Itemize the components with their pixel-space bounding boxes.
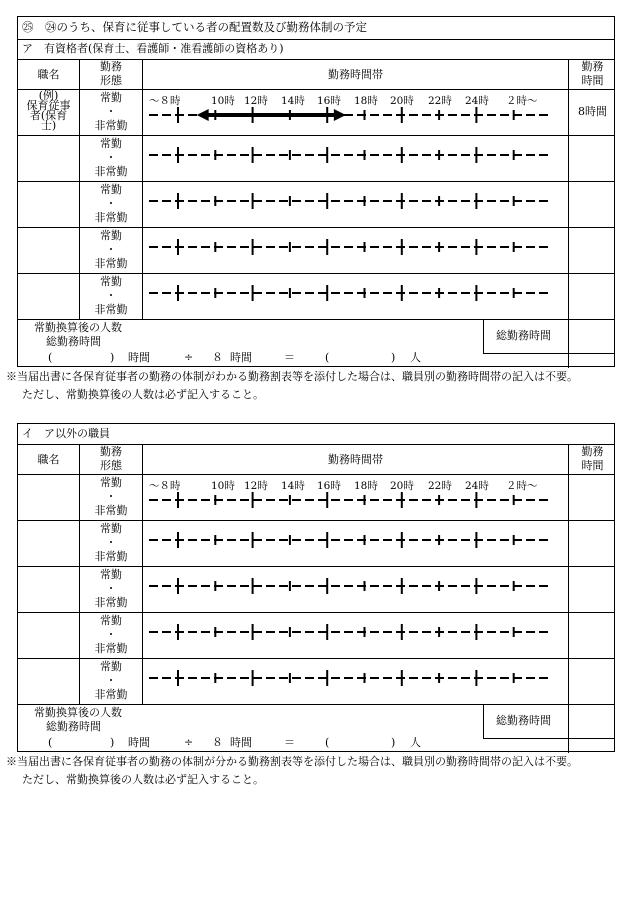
time-tick-label: 24時 bbox=[465, 95, 489, 107]
table-row bbox=[18, 273, 614, 319]
work-hours-cell[interactable] bbox=[569, 566, 616, 612]
paren-open: ( bbox=[48, 351, 53, 364]
table-row bbox=[18, 227, 614, 273]
paren-close: ) bbox=[110, 351, 115, 364]
section-a-title: ア 有資格者(保育士、看護師・准看護師の資格あり) bbox=[22, 42, 284, 55]
timeline[interactable] bbox=[143, 488, 563, 508]
staff-name-cell[interactable] bbox=[18, 181, 79, 227]
time-tick-label: 14時 bbox=[281, 95, 305, 107]
time-tick-label: 22時 bbox=[428, 480, 452, 492]
summary-label-2: 総勤務時間 bbox=[46, 720, 101, 733]
employment-part: 非常勤 bbox=[94, 642, 128, 655]
time-tick-label: 22時 bbox=[428, 95, 452, 107]
section-heading: ㉕ ㉔のうち、保育に従事している者の配置数及び勤務体制の予定 bbox=[22, 20, 367, 34]
employment-full: 常勤 bbox=[100, 614, 122, 627]
example-hours: 8時間 bbox=[578, 105, 607, 118]
employment-dot: ・ bbox=[105, 105, 117, 118]
arrow-head-left bbox=[197, 109, 209, 121]
employment-dot: ・ bbox=[105, 151, 117, 164]
time-tick-label: 18時 bbox=[354, 95, 378, 107]
paren-close: ) bbox=[110, 736, 115, 749]
note-b-1: ※当届出書に各保育従事者の勤務の体制が分かる勤務割表等を添付した場合は、職員別の勤務時間帯の記入は不要。 bbox=[6, 755, 578, 768]
time-tick-label: 14時 bbox=[281, 480, 305, 492]
col-name: 職名 bbox=[37, 453, 60, 466]
summary-label-2: 総勤務時間 bbox=[46, 335, 101, 348]
paren-open-2: ( bbox=[325, 736, 330, 749]
staff-name-cell[interactable] bbox=[18, 474, 79, 520]
work-hours-cell[interactable] bbox=[569, 273, 616, 319]
work-hours-cell[interactable] bbox=[569, 181, 616, 227]
col-type-2: 形態 bbox=[100, 74, 122, 87]
staff-name-cell[interactable] bbox=[18, 658, 79, 704]
timeline[interactable] bbox=[143, 528, 563, 548]
table-row bbox=[18, 474, 614, 520]
paren-close-2: ) bbox=[391, 736, 396, 749]
paren-open-2: ( bbox=[325, 351, 330, 364]
hours-word-2: 時間 bbox=[230, 736, 252, 749]
time-tick-label: 20時 bbox=[390, 95, 414, 107]
employment-dot: ・ bbox=[105, 536, 117, 549]
employment-full: 常勤 bbox=[100, 91, 122, 104]
hours-word: 時間 bbox=[128, 736, 150, 749]
divide-sign: ÷ bbox=[184, 736, 194, 749]
work-hours-cell[interactable] bbox=[569, 227, 616, 273]
equals-sign: ＝ bbox=[284, 351, 295, 364]
hours-word-2: 時間 bbox=[230, 351, 252, 364]
employment-dot: ・ bbox=[105, 289, 117, 302]
work-hours-cell[interactable] bbox=[569, 520, 616, 566]
employment-dot: ・ bbox=[105, 243, 117, 256]
timeline[interactable] bbox=[143, 281, 563, 301]
time-tick-label: ～８時 bbox=[149, 480, 181, 492]
arrow-head-right bbox=[334, 109, 346, 121]
employment-part: 非常勤 bbox=[94, 165, 128, 178]
employment-full: 常勤 bbox=[100, 275, 122, 288]
equals-sign: ＝ bbox=[284, 736, 295, 749]
timeline[interactable] bbox=[143, 574, 563, 594]
work-hours-cell[interactable] bbox=[569, 474, 616, 520]
employment-dot: ・ bbox=[105, 628, 117, 641]
table-row bbox=[18, 181, 614, 227]
note-a-2: ただし、常勤換算後の人数は必ず記入すること。 bbox=[22, 388, 264, 401]
time-tick-label: 16時 bbox=[317, 480, 341, 492]
section-a-table bbox=[17, 16, 615, 367]
employment-part: 非常勤 bbox=[94, 257, 128, 270]
people-word: 人 bbox=[410, 351, 421, 364]
total-hours-label: 総勤務時間 bbox=[496, 714, 551, 727]
example-name-line: 士) bbox=[40, 119, 57, 132]
timeline[interactable] bbox=[143, 103, 563, 123]
employment-part: 非常勤 bbox=[94, 211, 128, 224]
paren-open: ( bbox=[48, 736, 53, 749]
paren-close-2: ) bbox=[391, 351, 396, 364]
time-tick-label: ２時～ bbox=[506, 95, 538, 107]
time-tick-label: 10時 bbox=[211, 95, 235, 107]
table-row bbox=[18, 566, 614, 612]
timeline[interactable] bbox=[143, 620, 563, 640]
col-hours-2: 時間 bbox=[581, 74, 604, 87]
employment-part: 非常勤 bbox=[94, 688, 128, 701]
time-tick-label: 12時 bbox=[244, 95, 268, 107]
hours-word: 時間 bbox=[128, 351, 150, 364]
employment-full: 常勤 bbox=[100, 568, 122, 581]
employment-part: 非常勤 bbox=[94, 504, 128, 517]
people-word: 人 bbox=[410, 736, 421, 749]
time-tick-label: 20時 bbox=[390, 480, 414, 492]
employment-full: 常勤 bbox=[100, 183, 122, 196]
work-hours-cell[interactable] bbox=[569, 658, 616, 704]
timeline[interactable] bbox=[143, 666, 563, 686]
staff-name-cell[interactable] bbox=[18, 273, 79, 319]
staff-name-cell[interactable] bbox=[18, 135, 79, 181]
time-tick-label: 10時 bbox=[211, 480, 235, 492]
col-type-1: 勤務 bbox=[100, 445, 122, 458]
employment-part: 非常勤 bbox=[94, 303, 128, 316]
divide-sign: ÷ bbox=[184, 351, 194, 364]
employment-dot: ・ bbox=[105, 490, 117, 503]
time-tick-label: 24時 bbox=[465, 480, 489, 492]
section-b-title: イ ア以外の職員 bbox=[22, 427, 110, 440]
table-row bbox=[18, 612, 614, 658]
staff-name-cell[interactable] bbox=[18, 566, 79, 612]
col-hours-2: 時間 bbox=[581, 459, 604, 472]
work-hours-cell[interactable] bbox=[569, 612, 616, 658]
note-a-1: ※当届出書に各保育従事者の勤務の体制がわかる勤務割表等を添付した場合は、職員別の勤務時間帯の記入は不要。 bbox=[6, 370, 578, 383]
col-hours-1: 勤務 bbox=[581, 60, 604, 73]
employment-full: 常勤 bbox=[100, 660, 122, 673]
time-tick-label: ２時～ bbox=[506, 480, 538, 492]
work-hours-cell[interactable] bbox=[569, 135, 616, 181]
employment-full: 常勤 bbox=[100, 476, 122, 489]
employment-part: 非常勤 bbox=[94, 596, 128, 609]
table-row bbox=[18, 520, 614, 566]
time-tick-label: 16時 bbox=[317, 95, 341, 107]
staff-name-cell[interactable] bbox=[18, 227, 79, 273]
employment-part: 非常勤 bbox=[94, 119, 128, 132]
table-row bbox=[18, 89, 614, 135]
timeline[interactable] bbox=[143, 189, 563, 209]
col-type-1: 勤務 bbox=[100, 60, 122, 73]
col-time-band: 勤務時間帯 bbox=[328, 68, 383, 81]
employment-full: 常勤 bbox=[100, 229, 122, 242]
time-tick-label: 18時 bbox=[354, 480, 378, 492]
total-hours-label: 総勤務時間 bbox=[496, 329, 551, 342]
employment-dot: ・ bbox=[105, 674, 117, 687]
employment-part: 非常勤 bbox=[94, 550, 128, 563]
example-name-line: (例) bbox=[38, 89, 59, 102]
table-row bbox=[18, 658, 614, 704]
employment-dot: ・ bbox=[105, 582, 117, 595]
timeline[interactable] bbox=[143, 235, 563, 255]
section-b-table bbox=[17, 423, 615, 752]
summary-label-1: 常勤換算後の人数 bbox=[34, 321, 122, 334]
summary-label-1: 常勤換算後の人数 bbox=[34, 706, 122, 719]
employment-dot: ・ bbox=[105, 197, 117, 210]
example-name-line: 者(保育 bbox=[29, 109, 68, 122]
time-tick-label: 12時 bbox=[244, 480, 268, 492]
staff-name-cell[interactable] bbox=[18, 520, 79, 566]
note-b-2: ただし、常勤換算後の人数は必ず記入すること。 bbox=[22, 773, 264, 786]
table-row bbox=[18, 135, 614, 181]
example-name-line: 保育従事 bbox=[26, 99, 71, 112]
eight-value: ８ bbox=[212, 351, 223, 364]
eight-value: ８ bbox=[212, 736, 223, 749]
time-tick-label: ～８時 bbox=[149, 95, 181, 107]
col-name: 職名 bbox=[37, 68, 60, 81]
col-time-band: 勤務時間帯 bbox=[328, 453, 383, 466]
col-hours-1: 勤務 bbox=[581, 445, 604, 458]
col-type-2: 形態 bbox=[100, 459, 122, 472]
employment-full: 常勤 bbox=[100, 522, 122, 535]
timeline[interactable] bbox=[143, 143, 563, 163]
staff-name-cell[interactable] bbox=[18, 612, 79, 658]
employment-full: 常勤 bbox=[100, 137, 122, 150]
